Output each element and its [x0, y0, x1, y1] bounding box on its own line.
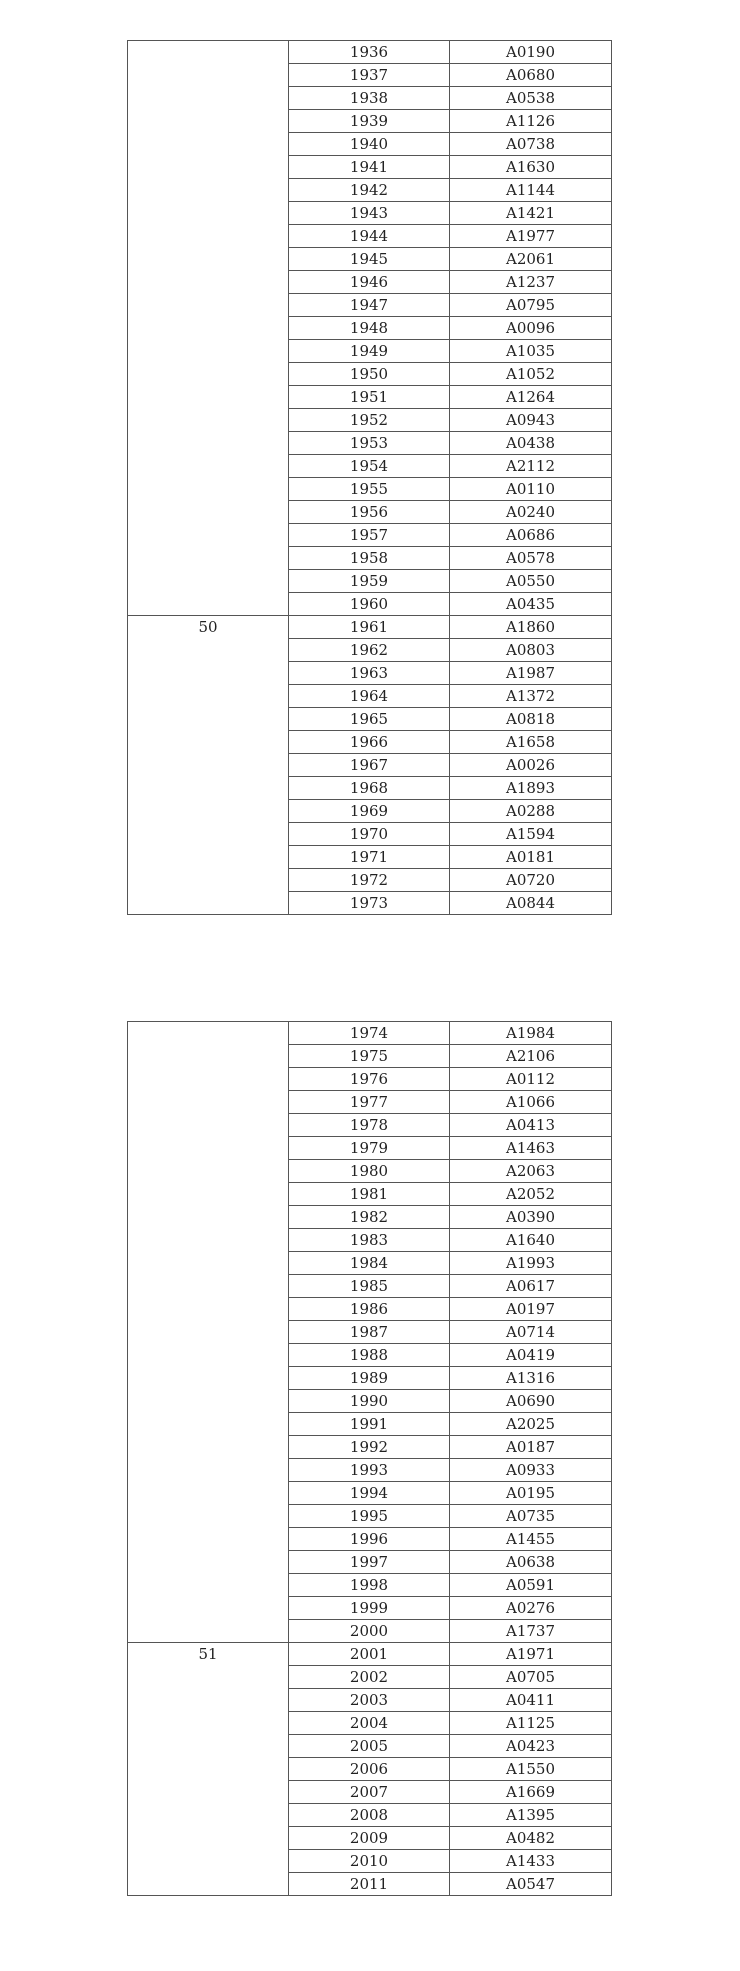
code-cell: A1372: [450, 685, 612, 708]
year-cell: 2001: [289, 1643, 450, 1666]
year-cell: 1952: [289, 409, 450, 432]
year-cell: 1937: [289, 64, 450, 87]
year-cell: 1962: [289, 639, 450, 662]
code-cell: A0795: [450, 294, 612, 317]
code-cell: A0413: [450, 1114, 612, 1137]
code-cell: A0438: [450, 432, 612, 455]
year-cell: 1990: [289, 1390, 450, 1413]
year-cell: 1982: [289, 1206, 450, 1229]
code-cell: A0390: [450, 1206, 612, 1229]
group-label-cell: 50: [128, 616, 289, 915]
code-cell: A1463: [450, 1137, 612, 1160]
year-cell: 1972: [289, 869, 450, 892]
year-cell: 1996: [289, 1528, 450, 1551]
code-cell: A1395: [450, 1804, 612, 1827]
table-row: [128, 1022, 612, 1045]
year-cell: 1944: [289, 225, 450, 248]
year-cell: 1975: [289, 1045, 450, 1068]
year-cell: 1965: [289, 708, 450, 731]
code-cell: A0638: [450, 1551, 612, 1574]
code-cell: A1550: [450, 1758, 612, 1781]
year-cell: 1981: [289, 1183, 450, 1206]
code-cell: A0181: [450, 846, 612, 869]
code-table-1: [127, 40, 612, 915]
code-cell: A0738: [450, 133, 612, 156]
code-cell: A0714: [450, 1321, 612, 1344]
code-cell: A0844: [450, 892, 612, 915]
year-cell: 1948: [289, 317, 450, 340]
code-cell: A1630: [450, 156, 612, 179]
year-cell: 1943: [289, 202, 450, 225]
year-cell: 1964: [289, 685, 450, 708]
code-cell: A1971: [450, 1643, 612, 1666]
code-cell: A2025: [450, 1413, 612, 1436]
code-cell: A1860: [450, 616, 612, 639]
year-cell: 1989: [289, 1367, 450, 1390]
year-cell: 1995: [289, 1505, 450, 1528]
code-cell: A1455: [450, 1528, 612, 1551]
code-cell: A1144: [450, 179, 612, 202]
code-cell: A2052: [450, 1183, 612, 1206]
code-cell: A0112: [450, 1068, 612, 1091]
year-cell: 2002: [289, 1666, 450, 1689]
code-cell: A1987: [450, 662, 612, 685]
code-cell: A0435: [450, 593, 612, 616]
year-cell: 1987: [289, 1321, 450, 1344]
year-cell: 1959: [289, 570, 450, 593]
year-cell: 1968: [289, 777, 450, 800]
year-cell: 1991: [289, 1413, 450, 1436]
code-cell: A1594: [450, 823, 612, 846]
year-cell: 2011: [289, 1873, 450, 1896]
year-cell: 1953: [289, 432, 450, 455]
code-cell: A0276: [450, 1597, 612, 1620]
code-cell: A1993: [450, 1252, 612, 1275]
year-cell: 1993: [289, 1459, 450, 1482]
year-cell: 1947: [289, 294, 450, 317]
code-cell: A0195: [450, 1482, 612, 1505]
year-cell: 1966: [289, 731, 450, 754]
year-cell: 1942: [289, 179, 450, 202]
code-cell: A0197: [450, 1298, 612, 1321]
table-row: [128, 41, 612, 64]
code-cell: A1640: [450, 1229, 612, 1252]
code-cell: A0110: [450, 478, 612, 501]
year-cell: 1940: [289, 133, 450, 156]
year-cell: 1998: [289, 1574, 450, 1597]
code-cell: A0547: [450, 1873, 612, 1896]
year-cell: 1941: [289, 156, 450, 179]
year-cell: 1970: [289, 823, 450, 846]
code-cell: A0190: [450, 41, 612, 64]
year-cell: 1949: [289, 340, 450, 363]
code-cell: A1126: [450, 110, 612, 133]
code-cell: A1433: [450, 1850, 612, 1873]
code-cell: A1421: [450, 202, 612, 225]
group-label-cell: [128, 41, 289, 616]
code-cell: A2106: [450, 1045, 612, 1068]
code-cell: A2061: [450, 248, 612, 271]
code-cell: A2112: [450, 455, 612, 478]
year-cell: 1984: [289, 1252, 450, 1275]
code-table-2: [127, 1021, 612, 1896]
code-cell: A0720: [450, 869, 612, 892]
table-row: [128, 1643, 612, 1666]
year-cell: 2010: [289, 1850, 450, 1873]
code-cell: A0578: [450, 547, 612, 570]
year-cell: 1978: [289, 1114, 450, 1137]
code-cell: A1052: [450, 363, 612, 386]
year-cell: 2007: [289, 1781, 450, 1804]
year-cell: 1976: [289, 1068, 450, 1091]
year-cell: 1960: [289, 593, 450, 616]
year-cell: 1956: [289, 501, 450, 524]
code-cell: A0550: [450, 570, 612, 593]
code-cell: A0482: [450, 1827, 612, 1850]
year-cell: 2000: [289, 1620, 450, 1643]
year-cell: 1957: [289, 524, 450, 547]
code-cell: A0538: [450, 87, 612, 110]
year-cell: 1939: [289, 110, 450, 133]
year-cell: 1967: [289, 754, 450, 777]
year-cell: 1979: [289, 1137, 450, 1160]
code-cell: A1977: [450, 225, 612, 248]
year-cell: 1980: [289, 1160, 450, 1183]
year-cell: 1963: [289, 662, 450, 685]
code-cell: A0240: [450, 501, 612, 524]
year-cell: 1997: [289, 1551, 450, 1574]
code-cell: A1035: [450, 340, 612, 363]
code-cell: A0818: [450, 708, 612, 731]
year-cell: 2005: [289, 1735, 450, 1758]
year-cell: 1954: [289, 455, 450, 478]
code-cell: A0803: [450, 639, 612, 662]
code-cell: A1316: [450, 1367, 612, 1390]
code-cell: A2063: [450, 1160, 612, 1183]
year-cell: 1986: [289, 1298, 450, 1321]
year-cell: 1946: [289, 271, 450, 294]
code-cell: A0026: [450, 754, 612, 777]
code-cell: A1984: [450, 1022, 612, 1045]
code-cell: A1737: [450, 1620, 612, 1643]
year-cell: 1977: [289, 1091, 450, 1114]
code-cell: A1264: [450, 386, 612, 409]
code-cell: A0690: [450, 1390, 612, 1413]
code-cell: A0187: [450, 1436, 612, 1459]
code-cell: A0943: [450, 409, 612, 432]
table-row: [128, 616, 612, 639]
code-cell: A1125: [450, 1712, 612, 1735]
year-cell: 1955: [289, 478, 450, 501]
year-cell: 1988: [289, 1344, 450, 1367]
group-label-cell: 51: [128, 1643, 289, 1896]
year-cell: 1969: [289, 800, 450, 823]
year-cell: 2004: [289, 1712, 450, 1735]
code-cell: A0411: [450, 1689, 612, 1712]
year-cell: 1958: [289, 547, 450, 570]
year-cell: 1951: [289, 386, 450, 409]
code-cell: A0288: [450, 800, 612, 823]
year-cell: 1945: [289, 248, 450, 271]
code-cell: A0680: [450, 64, 612, 87]
year-cell: 1973: [289, 892, 450, 915]
code-cell: A1893: [450, 777, 612, 800]
code-cell: A0096: [450, 317, 612, 340]
table-body: [128, 41, 612, 915]
table-body: [128, 1022, 612, 1896]
code-cell: A1066: [450, 1091, 612, 1114]
year-cell: 1999: [289, 1597, 450, 1620]
year-cell: 1938: [289, 87, 450, 110]
code-cell: A0423: [450, 1735, 612, 1758]
year-cell: 1961: [289, 616, 450, 639]
code-cell: A0686: [450, 524, 612, 547]
code-cell: A0705: [450, 1666, 612, 1689]
code-cell: A1658: [450, 731, 612, 754]
code-cell: A0591: [450, 1574, 612, 1597]
code-cell: A0933: [450, 1459, 612, 1482]
year-cell: 2008: [289, 1804, 450, 1827]
code-cell: A1669: [450, 1781, 612, 1804]
year-cell: 2006: [289, 1758, 450, 1781]
year-cell: 2009: [289, 1827, 450, 1850]
year-cell: 1985: [289, 1275, 450, 1298]
code-cell: A1237: [450, 271, 612, 294]
year-cell: 1950: [289, 363, 450, 386]
code-cell: A0735: [450, 1505, 612, 1528]
year-cell: 1971: [289, 846, 450, 869]
code-cell: A0419: [450, 1344, 612, 1367]
year-cell: 2003: [289, 1689, 450, 1712]
code-cell: A0617: [450, 1275, 612, 1298]
year-cell: 1994: [289, 1482, 450, 1505]
year-cell: 1936: [289, 41, 450, 64]
year-cell: 1992: [289, 1436, 450, 1459]
year-cell: 1974: [289, 1022, 450, 1045]
group-label-cell: [128, 1022, 289, 1643]
year-cell: 1983: [289, 1229, 450, 1252]
